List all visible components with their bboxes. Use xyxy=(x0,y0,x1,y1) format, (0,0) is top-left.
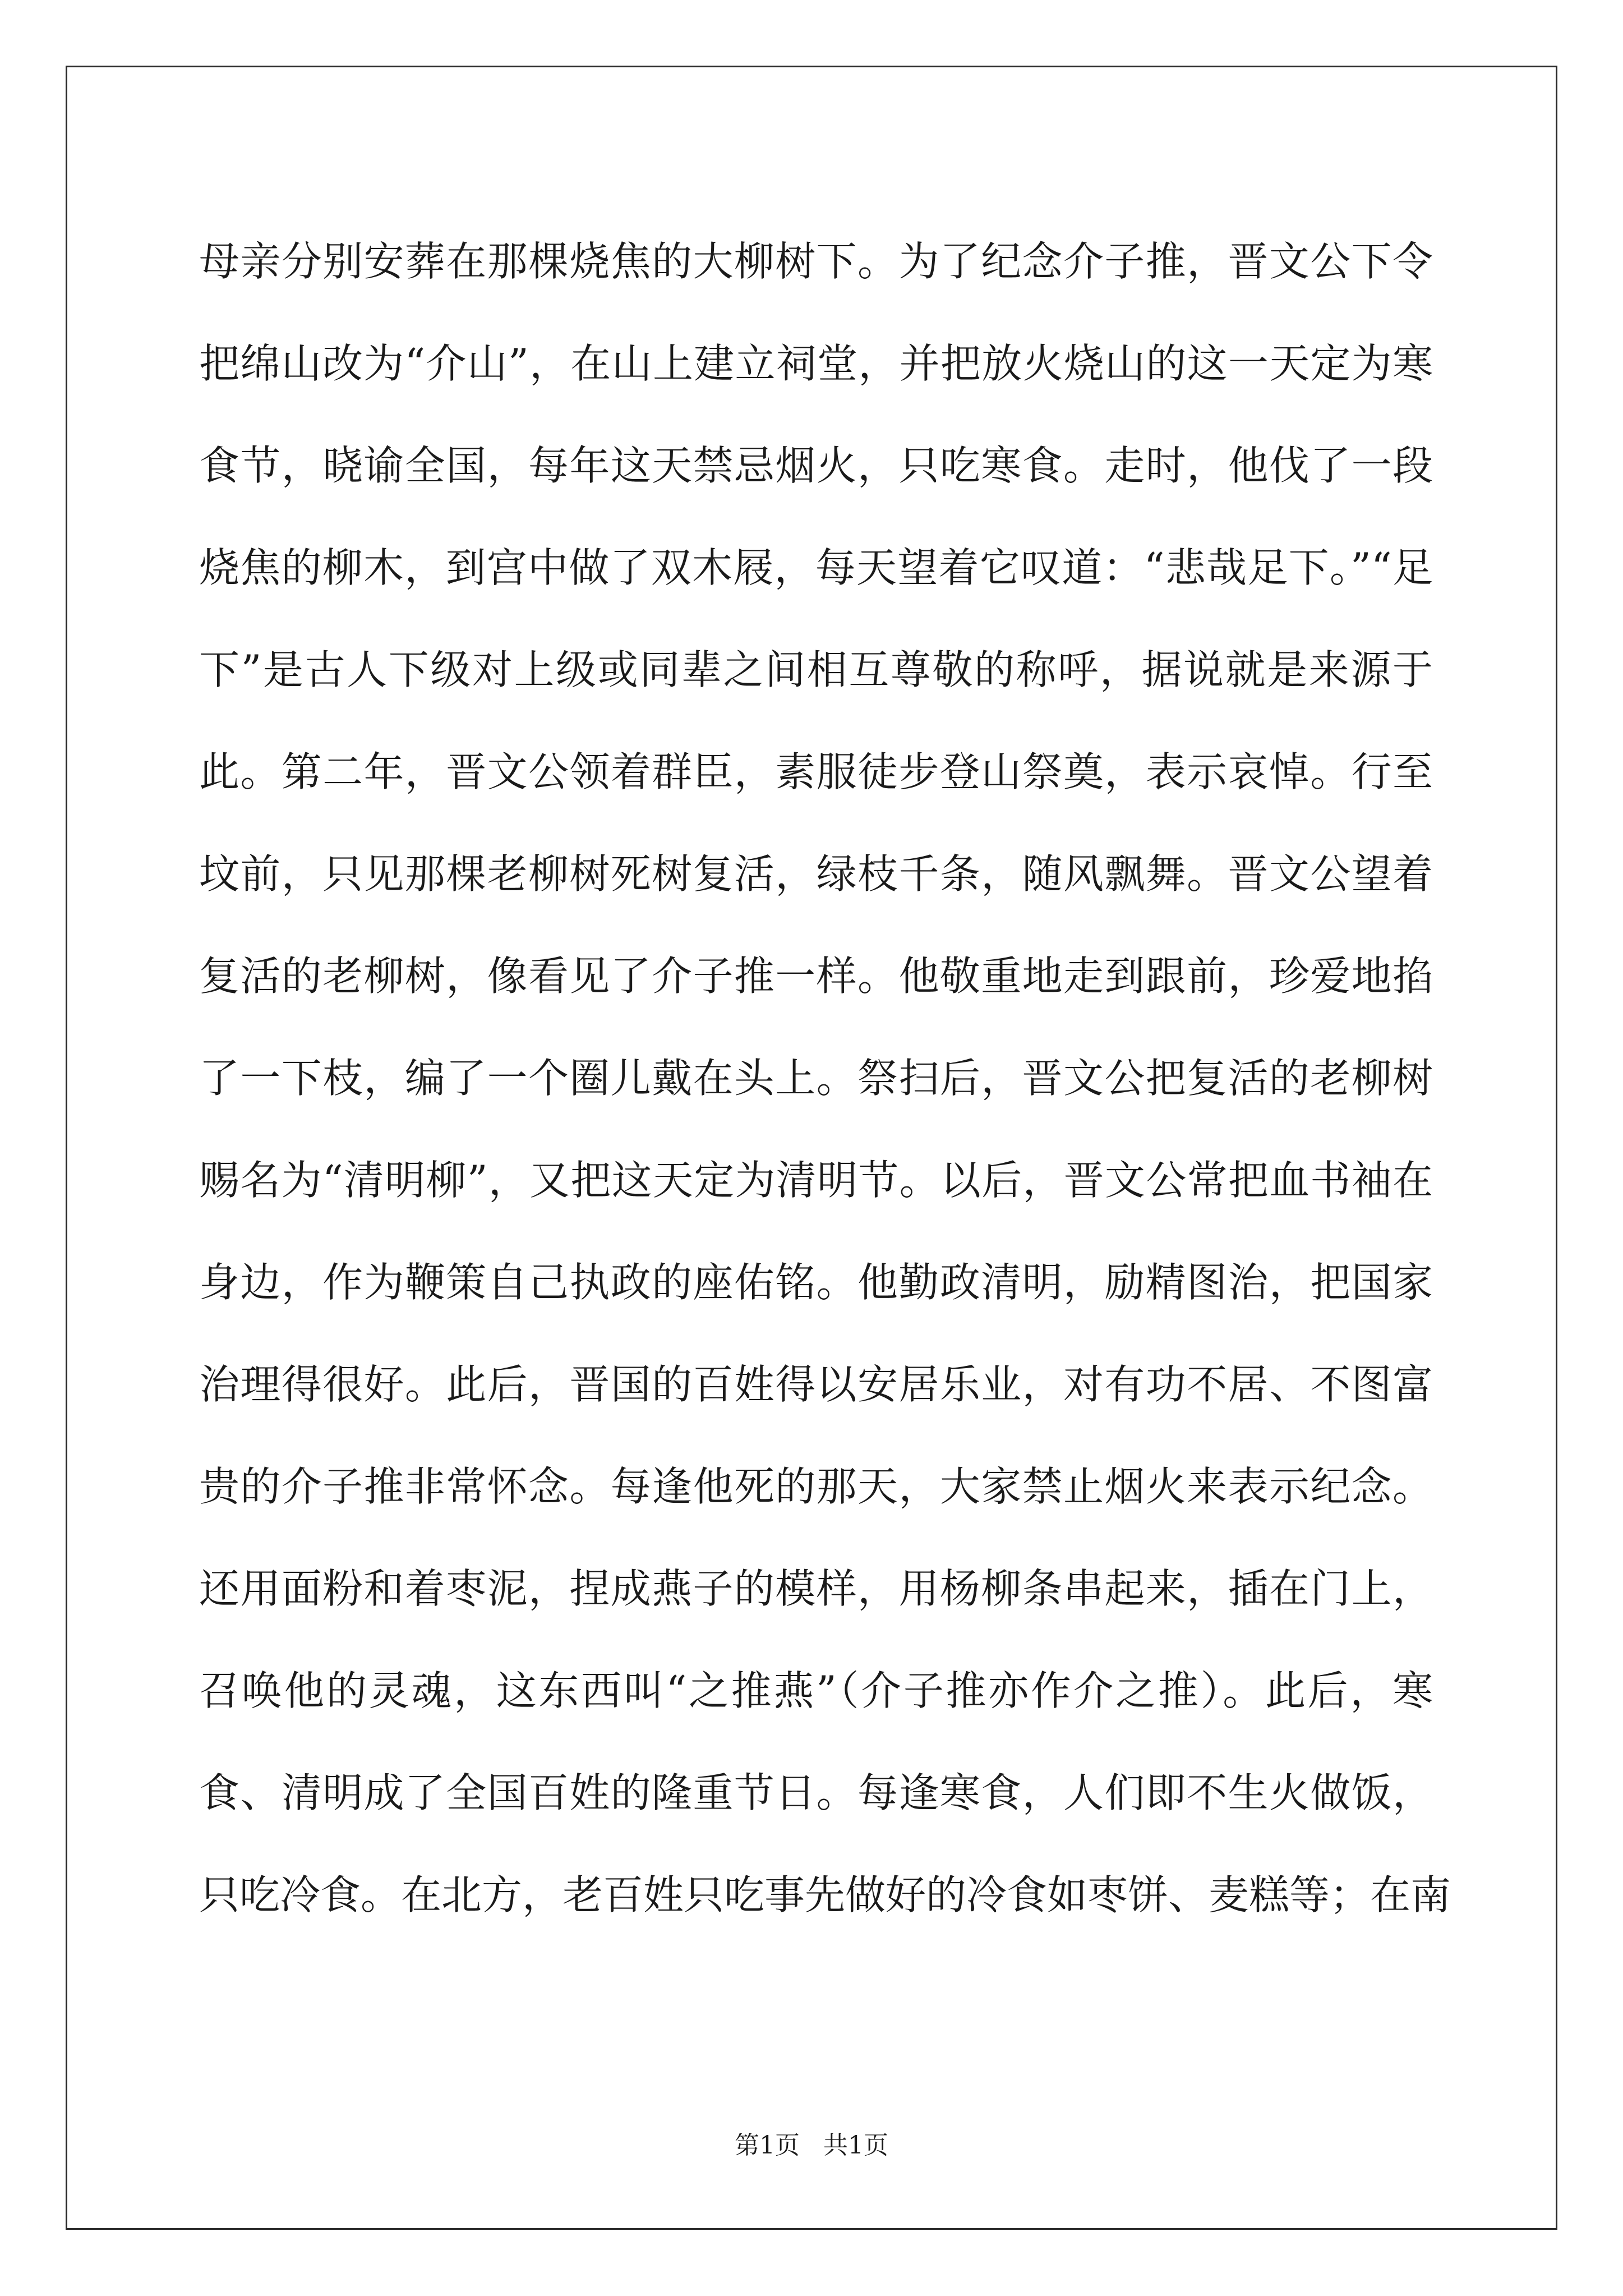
text-line: 下”是古人下级对上级或同辈之间相互尊敬的称呼，据说就是来源于 xyxy=(199,646,1433,693)
text-line: 此。第二年，晋文公领着群臣，素服徒步登山祭奠，表示哀悼。行至 xyxy=(199,748,1433,795)
page-total: 共1页 xyxy=(823,2131,888,2160)
text-line: 还用面粉和着枣泥，捏成燕子的模样，用杨柳条串起来，插在门上， xyxy=(199,1565,1433,1612)
text-line: 坟前，只见那棵老柳树死树复活，绿枝千条，随风飘舞。晋文公望着 xyxy=(199,850,1433,898)
text-line: 召唤他的灵魂，这东西叫“之推燕”（介子推亦作介之推）。此后，寒 xyxy=(199,1667,1433,1714)
text-line: 贵的介子推非常怀念。每逢他死的那天，大家禁止烟火来表示纪念。 xyxy=(199,1463,1433,1510)
text-line: 烧焦的柳木，到宫中做了双木屐，每天望着它叹道：“悲哉足下。”“足 xyxy=(199,544,1433,591)
text-line: 身边，作为鞭策自己执政的座佑铭。他勤政清明，励精图治，把国家 xyxy=(199,1259,1433,1306)
text-line: 只吃冷食。在北方，老百姓只吃事先做好的冷食如枣饼、麦糕等；在南 xyxy=(199,1871,1451,1918)
text-line: 把绵山改为“介山”，在山上建立祠堂，并把放火烧山的这一天定为寒 xyxy=(199,340,1433,387)
text-line: 赐名为“清明柳”，又把这天定为清明节。以后，晋文公常把血书袖在 xyxy=(199,1157,1433,1204)
text-line: 了一下枝，编了一个圈儿戴在头上。祭扫后，晋文公把复活的老柳树 xyxy=(199,1055,1433,1102)
text-line: 食节，晓谕全国，每年这天禁忌烟火，只吃寒食。走时，他伐了一段 xyxy=(199,442,1433,489)
page-number: 第1页 xyxy=(735,2131,800,2160)
document-body xyxy=(199,210,1451,1946)
page-footer xyxy=(0,2129,1623,2162)
text-line: 食、清明成了全国百姓的隆重节日。每逢寒食，人们即不生火做饭， xyxy=(199,1769,1433,1816)
text-line: 治理得很好。此后，晋国的百姓得以安居乐业，对有功不居、不图富 xyxy=(199,1361,1433,1408)
text-line: 复活的老柳树，像看见了介子推一样。他敬重地走到跟前，珍爱地掐 xyxy=(199,953,1433,1000)
text-line: 母亲分别安葬在那棵烧焦的大柳树下。为了纪念介子推，晋文公下令 xyxy=(199,238,1433,285)
